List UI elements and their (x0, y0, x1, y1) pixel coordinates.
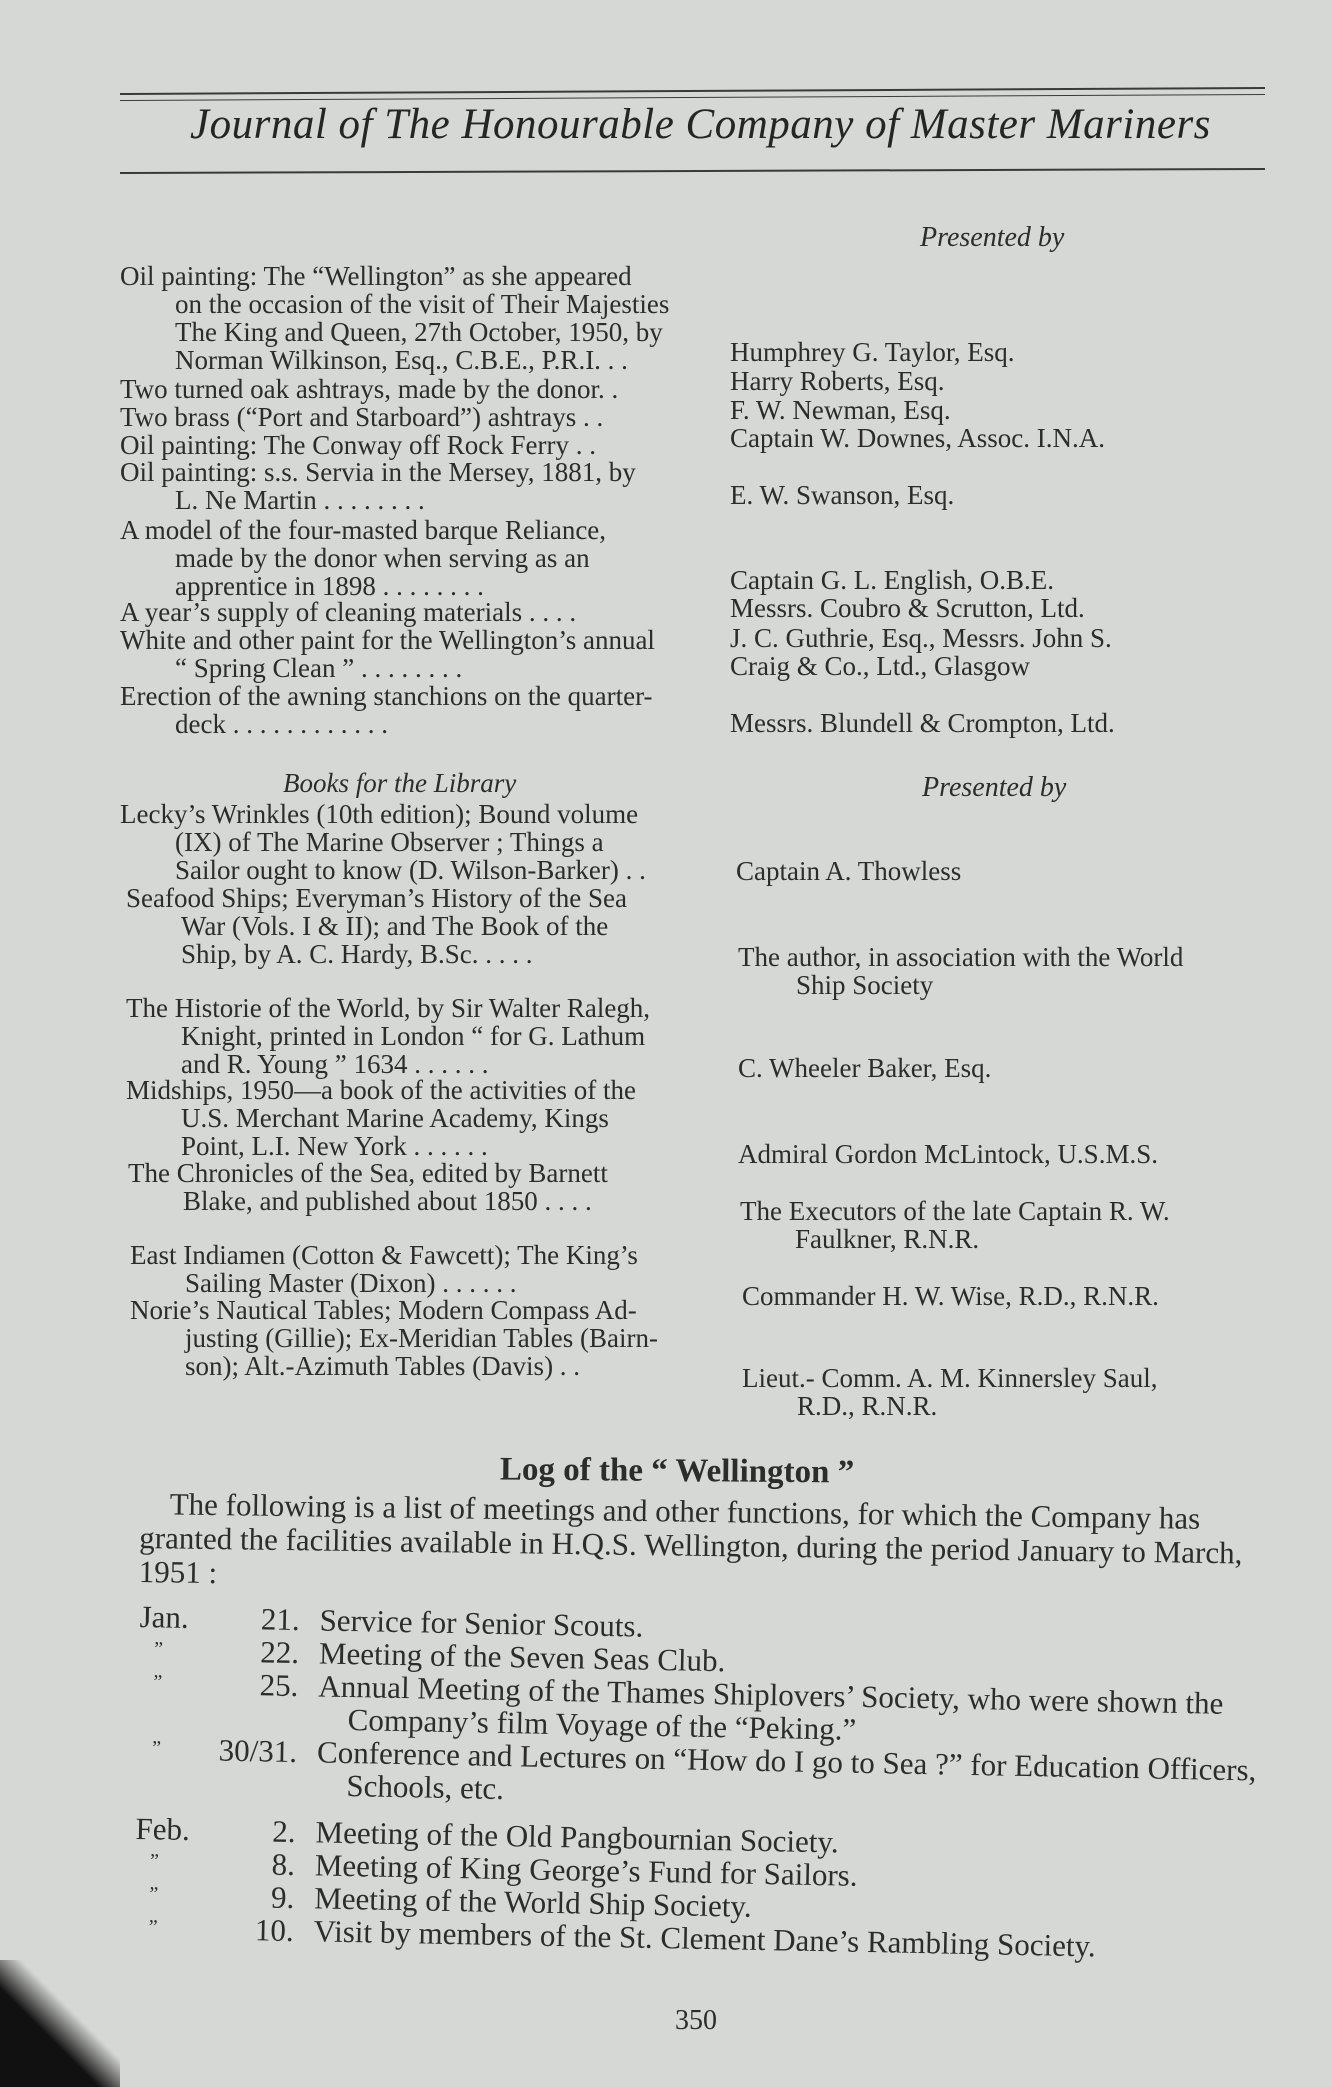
library-desc-line: Blake, and published about 1850 . . . . (183, 1186, 592, 1216)
log-text: Service for Senior Scouts. (319, 1602, 644, 1644)
gift-desc-line: apprentice in 1898 . . . . . . . . (175, 571, 484, 601)
library-donor-line: The Executors of the late Captain R. W. (740, 1196, 1170, 1226)
gift-item-9 (120, 682, 705, 738)
library-desc-line: Sailing Master (Dixon) . . . . . . (185, 1268, 517, 1298)
log-day: 9. (270, 1879, 295, 1916)
gift-item-8 (120, 626, 705, 682)
log-month: Feb. (135, 1810, 191, 1847)
log-text: Meeting of the World Ship Society. (313, 1880, 753, 1924)
library-item-3 (126, 994, 711, 1078)
log-day: 30/31. (218, 1732, 298, 1770)
gift-desc-line: The King and Queen, 27th October, 1950, by (175, 317, 663, 347)
header-rule-bottom (120, 168, 1265, 174)
library-desc-line: Knight, printed in London “ for G. Lathum (181, 1021, 646, 1051)
log-day: 2. (272, 1813, 296, 1850)
library-donor-3: C. Wheeler Baker, Esq. (738, 1053, 992, 1083)
log-text: Meeting of King George’s Fund for Sailors. (314, 1847, 858, 1893)
log-day: 25. (259, 1667, 299, 1704)
gift-donor-5: E. W. Swanson, Esq. (730, 480, 955, 510)
gift-desc-line: Oil painting: s.s. Servia in the Mersey, 1881, by (120, 457, 636, 487)
library-item-1 (120, 800, 705, 884)
library-desc-line: East Indiamen (Cotton & Fawcett); The King’s (130, 1240, 638, 1270)
gift-desc-line: L. Ne Martin . . . . . . . . (175, 485, 425, 515)
gift-donor-1: Humphrey G. Taylor, Esq. (730, 337, 1015, 367)
library-item-2 (126, 884, 711, 968)
library-donor-7 (742, 1364, 1287, 1420)
gift-desc-line: Oil painting: The “Wellington” as she appeared (120, 261, 632, 291)
library-desc-line: Ship, by A. C. Hardy, B.Sc. . . . . (181, 939, 533, 969)
presented-by-heading: Presented by (920, 222, 1065, 253)
log-text: Meeting of the Old Pangbournian Society. (315, 1814, 839, 1860)
library-donor-5 (740, 1197, 1285, 1253)
log-month: Jan. (139, 1599, 190, 1635)
gift-desc-line: Norman Wilkinson, Esq., C.B.E., P.R.I. . . (175, 345, 628, 375)
gift-desc-line: White and other paint for the Wellington’s annual (120, 625, 655, 655)
library-desc-line: Lecky’s Wrinkles (10th edition); Bound volume (120, 799, 639, 829)
log-day: 22. (259, 1634, 300, 1671)
gift-donor-line: Craig & Co., Ltd., Glasgow (730, 651, 1030, 681)
library-donor-line: Lieut.- Comm. A. M. Kinnersley Saul, (742, 1363, 1158, 1393)
gift-item-7: A year’s supply of cleaning materials . . . . (120, 597, 577, 627)
log-text: Meeting of the Seven Seas Club. (318, 1635, 726, 1679)
library-desc-line: Seafood Ships; Everyman’s History of the Sea (126, 883, 627, 913)
page-number: 350 (675, 2005, 717, 2036)
log-month: ” (149, 1850, 160, 1873)
library-donor-line: R.D., R.N.R. (797, 1391, 938, 1421)
log-intro: The following is a list of meetings and other functions, for which the Company has granted the facilities available in H.Q.S. Wellington, during the period January to March, 1951 : (138, 1486, 1243, 1591)
log-month: ” (153, 1638, 164, 1661)
library-desc-line: and R. Young ” 1634 . . . . . . (181, 1049, 489, 1079)
library-donor-6: Commander H. W. Wise, R.D., R.N.R. (742, 1281, 1159, 1311)
gift-donor-8 (730, 624, 1275, 680)
log-month: ” (151, 1737, 162, 1760)
gift-desc-line: on the occasion of the visit of Their Majesties (175, 289, 670, 319)
gift-item-2: Two turned oak ashtrays, made by the donor. . (120, 374, 619, 404)
log-text: Visit by members of the St. Clement Dane’s Rambling Society. (313, 1913, 1097, 1964)
log-month: ” (148, 1916, 158, 1939)
gift-item-3: Two brass (“Port and Starboard”) ashtrays . . (120, 402, 604, 432)
gift-item-5 (120, 458, 705, 514)
library-desc-line: Midships, 1950—a book of the activities of the (126, 1075, 636, 1105)
library-desc-line: War (Vols. I & II); and The Book of the (181, 911, 609, 941)
gift-donor-3: F. W. Newman, Esq. (730, 395, 951, 425)
log-heading: Log of the “ Wellington ” (499, 1451, 855, 1491)
library-donor-line: Ship Society (796, 970, 934, 1000)
log-day: 21. (260, 1601, 300, 1638)
library-item-4 (126, 1076, 711, 1160)
library-desc-line: son); Alt.-Azimuth Tables (Davis) . . (185, 1351, 581, 1381)
library-desc-line: Sailor ought to know (D. Wilson-Barker) . . (175, 855, 646, 885)
library-donor-1: Captain A. Thowless (736, 856, 962, 886)
library-item-5 (128, 1159, 713, 1215)
log-text: Annual Meeting of the Thames Shiplovers’ Society, who were shown the Company’s film Voyage of the “Peking.” (318, 1668, 1224, 1747)
gift-desc-line: deck . . . . . . . . . . . . (175, 709, 388, 739)
log-month: ” (149, 1883, 159, 1906)
library-desc-line: U.S. Merchant Marine Academy, Kings (181, 1103, 609, 1133)
library-desc-line: The Historie of the World, by Sir Walter Ralegh, (126, 993, 651, 1023)
library-desc-line: Norie’s Nautical Tables; Modern Compass Ad- (130, 1295, 637, 1325)
gift-donor-line: J. C. Guthrie, Esq., Messrs. John S. (730, 623, 1112, 653)
gift-donor-6: Captain G. L. English, O.B.E. (730, 565, 1054, 595)
library-item-7 (130, 1296, 715, 1380)
gift-donor-7: Messrs. Coubro & Scrutton, Ltd. (730, 593, 1085, 623)
journal-title: Journal of The Honourable Company of Master Mariners (190, 101, 1211, 148)
library-desc-line: (IX) of The Marine Observer ; Things a (175, 827, 604, 857)
library-donor-4: Admiral Gordon McLintock, U.S.M.S. (738, 1139, 1158, 1169)
gift-desc-line: Erection of the awning stanchions on the quarter- (120, 681, 653, 711)
library-desc-line: The Chronicles of the Sea, edited by Barnett (128, 1158, 608, 1188)
gift-item-6 (120, 516, 705, 600)
log-text: Conference and Lectures on “How do I go to Sea ?” for Education Officers, Schools, etc. (316, 1734, 1257, 1807)
gift-desc-line: “ Spring Clean ” . . . . . . . . (175, 653, 463, 683)
gift-donor-9: Messrs. Blundell & Crompton, Ltd. (730, 708, 1115, 738)
gift-desc-line: made by the donor when serving as an (175, 543, 590, 573)
gift-item-1 (120, 262, 705, 374)
log-day: 10. (254, 1912, 295, 1949)
library-heading: Books for the Library (283, 768, 517, 798)
gift-item-4: Oil painting: The Conway off Rock Ferry . . (120, 430, 596, 460)
library-desc-line: justing (Gillie); Ex-Meridian Tables (Bairn- (185, 1323, 659, 1353)
library-donor-line: Faulkner, R.N.R. (795, 1224, 980, 1254)
header-rule-top (120, 87, 1265, 95)
log-month: ” (153, 1671, 163, 1694)
library-presented-by-heading: Presented by (922, 772, 1067, 803)
library-desc-line: Point, L.I. New York . . . . . . (181, 1131, 488, 1161)
library-donor-2 (738, 943, 1283, 999)
gift-desc-line: A model of the four-masted barque Reliance, (120, 515, 607, 545)
gift-donor-2: Harry Roberts, Esq. (730, 366, 945, 396)
log-day: 8. (271, 1846, 296, 1883)
log-entries (133, 1600, 1279, 1966)
page-corner-shadow (0, 1960, 120, 2087)
gift-donor-4: Captain W. Downes, Assoc. I.N.A. (730, 423, 1105, 453)
library-donor-line: The author, in association with the World (738, 942, 1184, 972)
library-item-6 (130, 1241, 715, 1297)
